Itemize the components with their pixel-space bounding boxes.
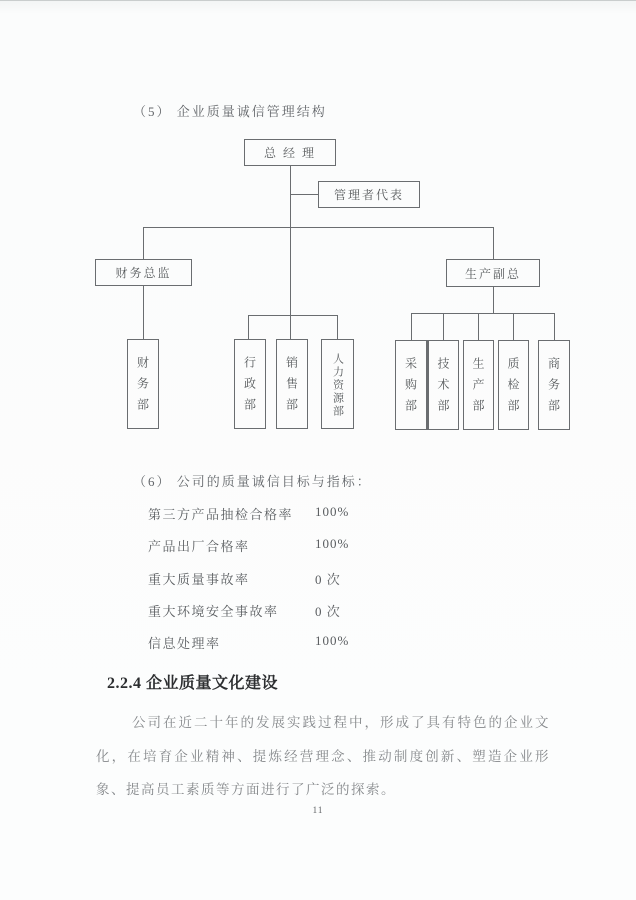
indicator-value: 0 次	[315, 604, 341, 619]
indicator-row	[148, 633, 398, 651]
section6-heading: （6） 公司的质量诚信目标与指标：	[133, 474, 372, 489]
org-box-sales-dept: 销售部	[276, 339, 308, 429]
connector-line	[248, 316, 249, 339]
indicator-label: 第三方产品抽检合格率	[148, 507, 294, 522]
connector-line	[143, 286, 144, 339]
connector-line	[248, 315, 338, 316]
org-box-production-vp: 生产副总	[446, 259, 540, 287]
org-box-finance-director: 财务总监	[95, 259, 192, 286]
connector-line	[290, 166, 291, 315]
section224-heading: 2.2.4 企业质量文化建设	[107, 675, 279, 692]
connector-line	[478, 314, 479, 340]
indicator-row	[148, 504, 398, 522]
org-box-general-manager: 总 经 理	[244, 139, 336, 166]
indicator-value: 0 次	[315, 572, 341, 587]
org-box-production-dept: 生产部	[463, 340, 494, 430]
section5-heading: （5） 企业质量诚信管理结构	[133, 104, 327, 119]
indicator-value: 100%	[315, 536, 350, 551]
page-number: 11	[312, 805, 324, 815]
indicator-value: 100%	[315, 504, 350, 519]
connector-line	[513, 314, 514, 340]
connector-line	[337, 316, 338, 339]
org-box-procurement-dept: 采购部	[395, 340, 428, 430]
org-box-management-representative: 管理者代表	[318, 181, 420, 208]
connector-line	[443, 314, 444, 340]
connector-line	[143, 227, 494, 228]
org-box-commerce-dept: 商务部	[538, 340, 570, 430]
connector-line	[143, 228, 144, 259]
section224-paragraph: 公司在近二十年的发展实践过程中，形成了具有特色的企业文化，在培育企业精神、提炼经营理念、推动制度创新、塑造企业形象、提高员工素质等方面进行了广泛的探索。	[96, 715, 550, 797]
indicator-label: 重大环境安全事故率	[148, 604, 279, 619]
org-box-quality-dept: 质检部	[498, 340, 529, 430]
connector-line	[411, 313, 555, 314]
indicator-label: 信息处理率	[148, 636, 221, 651]
org-box-hr-dept: 人力资源部	[321, 339, 354, 429]
org-box-admin-dept: 行政部	[234, 339, 266, 429]
indicator-row	[148, 569, 398, 587]
connector-line	[554, 314, 555, 340]
indicator-label: 重大质量事故率	[148, 572, 250, 587]
indicator-row	[148, 601, 398, 619]
indicator-value: 100%	[315, 633, 350, 648]
org-box-technology-dept: 技术部	[428, 340, 459, 430]
connector-line	[290, 316, 291, 339]
indicator-label: 产品出厂合格率	[148, 539, 250, 554]
connector-line	[493, 228, 494, 259]
connector-line	[411, 314, 412, 340]
org-box-finance-dept: 财务部	[127, 339, 159, 429]
indicator-row	[148, 536, 398, 554]
connector-line	[493, 287, 494, 313]
connector-line	[291, 194, 318, 195]
